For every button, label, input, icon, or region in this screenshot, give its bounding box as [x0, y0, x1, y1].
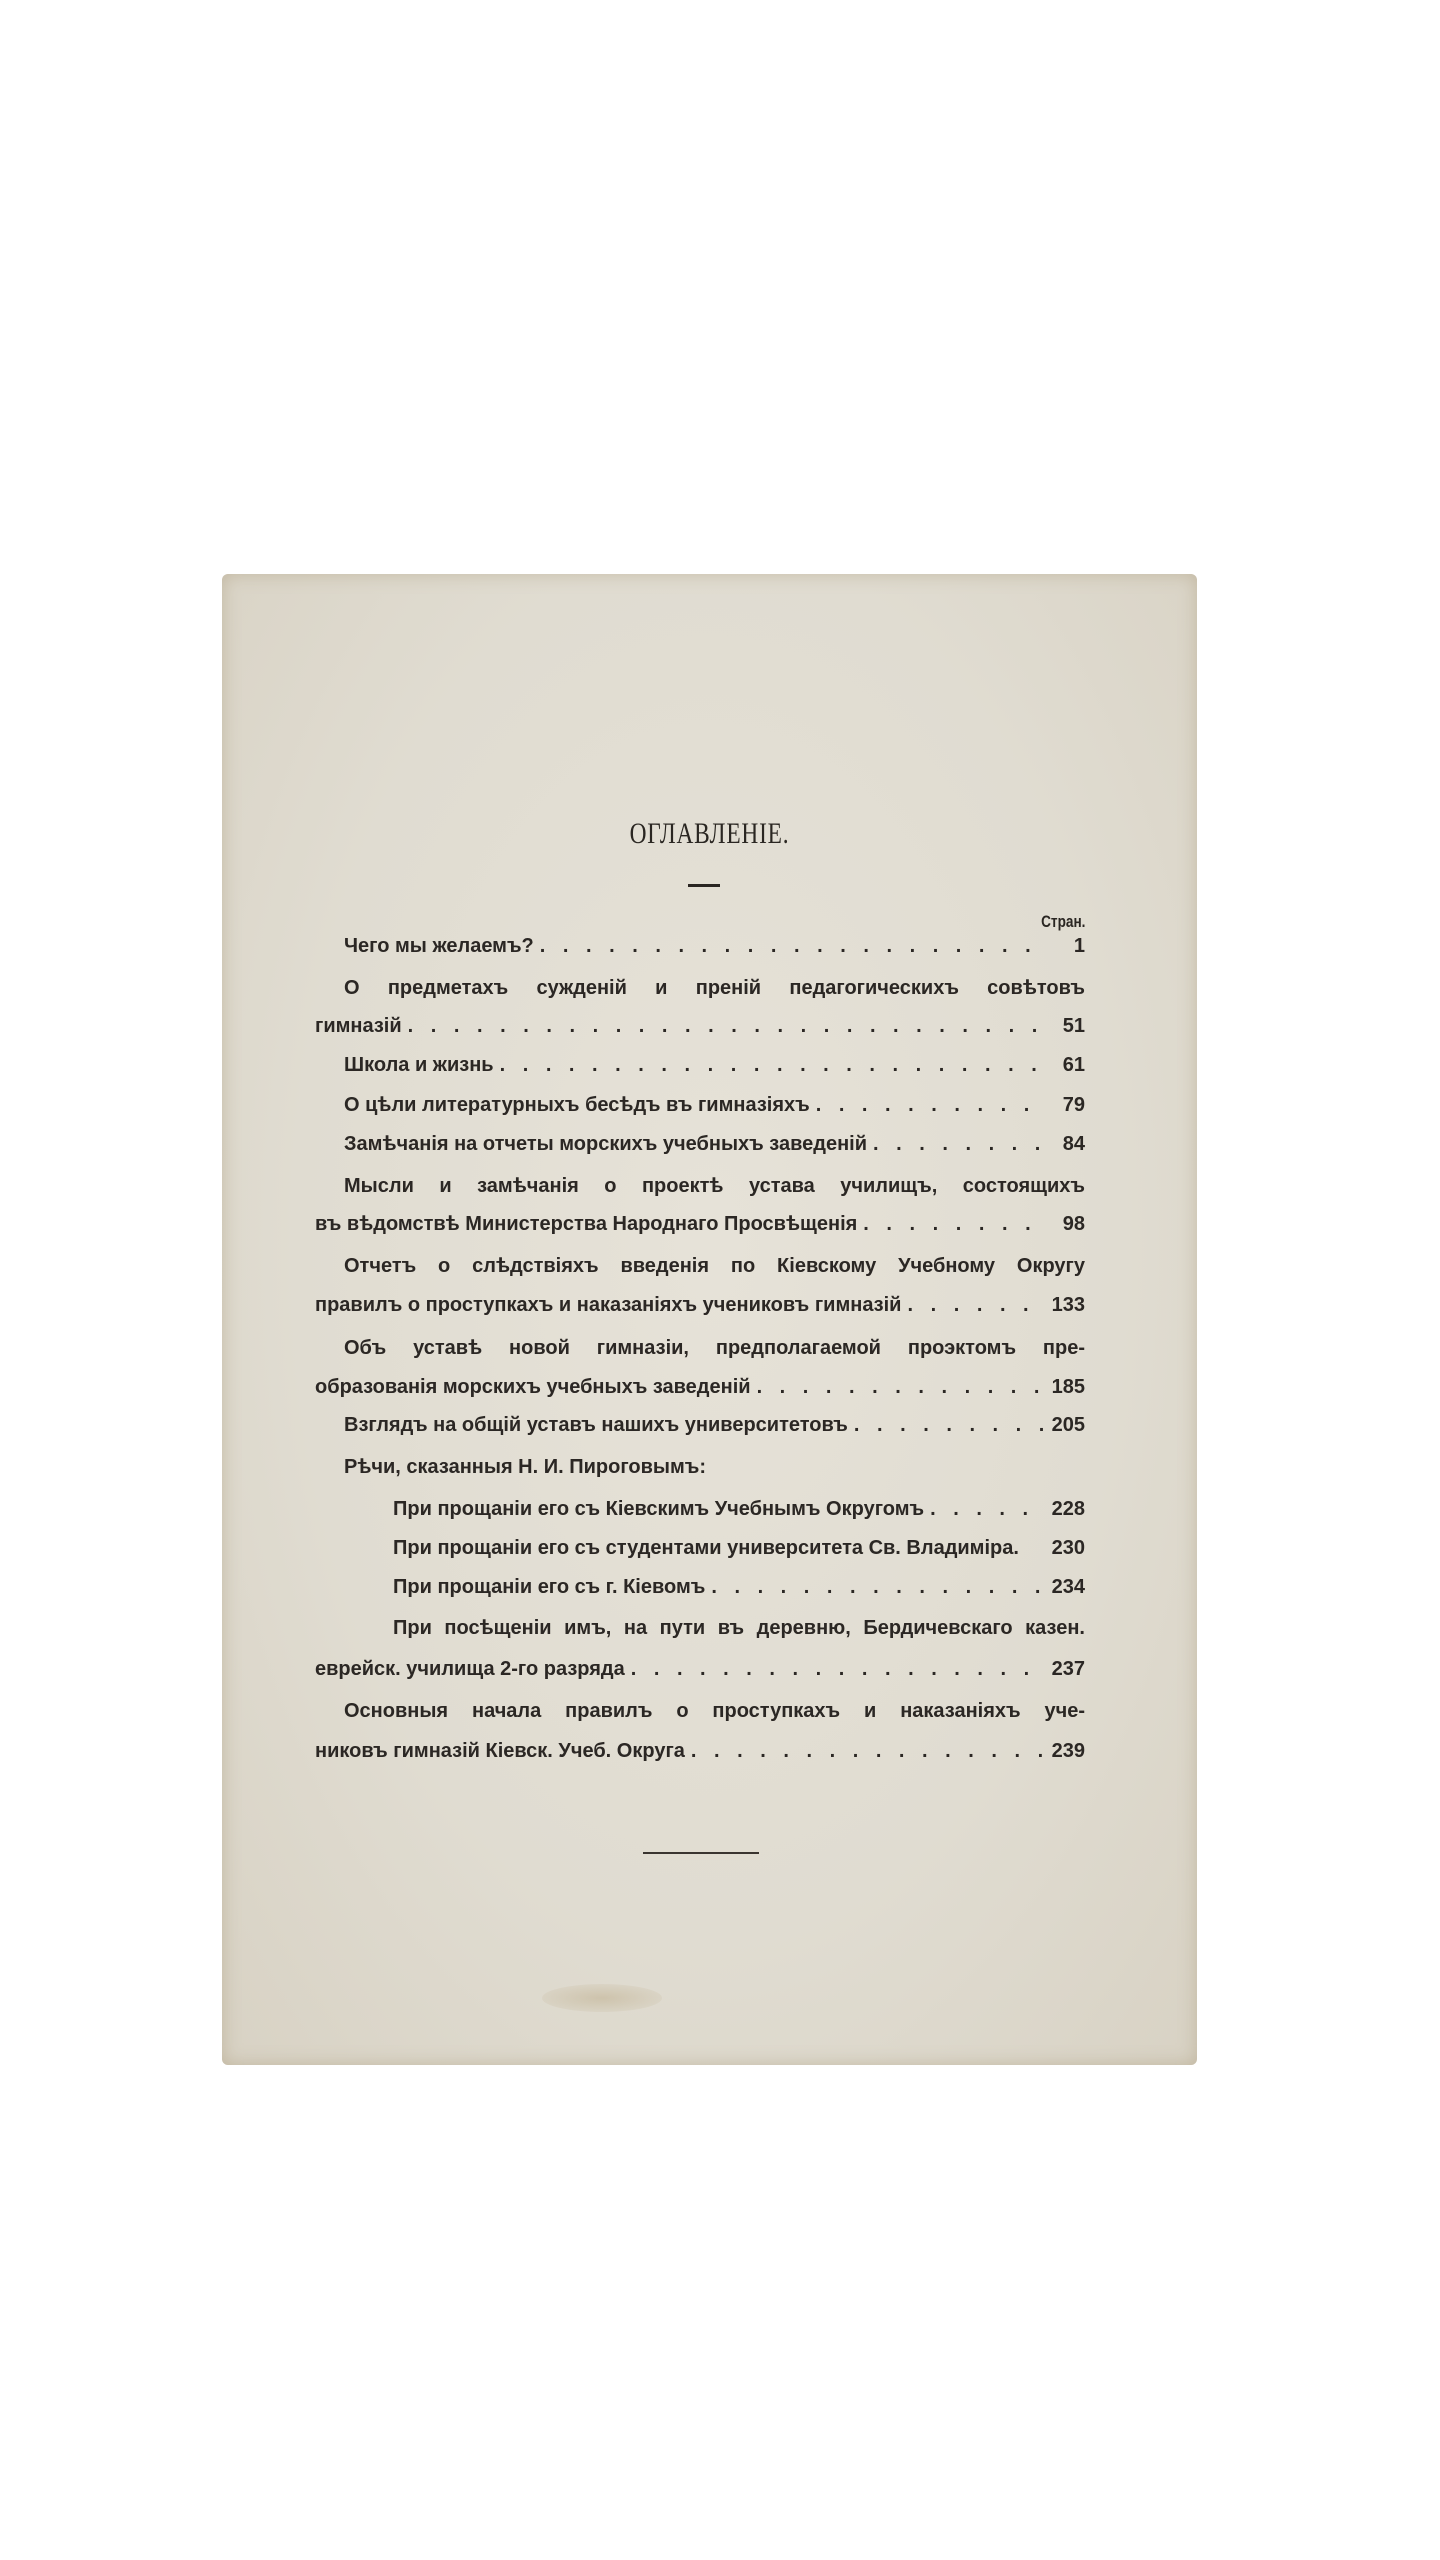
dot-leader: [631, 1658, 1043, 1681]
toc-section-heading: [344, 1456, 1085, 1486]
toc-page-number: 237: [1051, 1658, 1085, 1680]
toc-entry: [344, 1255, 1085, 1285]
toc-entry-continuation: [315, 1658, 1085, 1688]
toc-page-number: 239: [1051, 1740, 1085, 1762]
dot-leader: [907, 1294, 1043, 1317]
toc-page-number: 1: [1073, 935, 1085, 957]
toc-entry: [344, 935, 1085, 965]
dot-leader: [873, 1133, 1043, 1156]
toc-page-number: 98: [1062, 1213, 1085, 1235]
toc-entry-continuation: [315, 1376, 1085, 1406]
dot-leader: [816, 1094, 1043, 1117]
toc-entry-text: правилъ о проступкахъ и наказаніяхъ учениковъ гимназій: [315, 1294, 902, 1316]
page-title: ОГЛАВЛЕНІЕ.: [629, 817, 790, 850]
toc-entry: [344, 977, 1085, 1007]
toc-entry-text: Мысли и замѣчанія о проектѣ устава училищъ, состоящихъ: [344, 1175, 1085, 1197]
dot-leader: [540, 935, 1043, 958]
title-dash-divider: [688, 884, 720, 887]
dot-leader: [711, 1576, 1043, 1599]
paper-stain: [542, 1984, 662, 2012]
toc-page-number: 185: [1051, 1376, 1085, 1398]
toc-page-number: 228: [1051, 1498, 1085, 1520]
toc-entry: [344, 1175, 1085, 1205]
toc-entry: [344, 1414, 1085, 1444]
dot-leader: [863, 1213, 1043, 1236]
toc-entry-continuation: [315, 1015, 1085, 1045]
toc-entry-text: еврейск. училища 2-го разряда: [315, 1658, 625, 1680]
toc-entry-text: О цѣли литературныхъ бесѣдъ въ гимназіяхъ: [344, 1094, 810, 1116]
dot-leader: [930, 1498, 1043, 1521]
toc-entry-text: При прощаніи его съ студентами университета Св. Владиміра.: [393, 1537, 1019, 1559]
toc-entry: [344, 1054, 1085, 1084]
toc-page-number: 205: [1051, 1414, 1085, 1436]
toc-page-number: 84: [1062, 1133, 1085, 1155]
toc-entry: [344, 1700, 1085, 1730]
dot-leader: [757, 1376, 1043, 1399]
toc-entry: [393, 1576, 1085, 1606]
toc-entry-text: Основныя начала правилъ о проступкахъ и наказаніяхъ уче-: [344, 1700, 1085, 1722]
dot-leader: [408, 1015, 1043, 1038]
toc-entry-continuation: [315, 1740, 1085, 1770]
dot-leader: [691, 1740, 1043, 1763]
toc-page-number: 230: [1051, 1537, 1085, 1559]
dot-leader: [500, 1054, 1043, 1077]
toc-entry-text: образованія морскихъ учебныхъ заведеній: [315, 1376, 751, 1398]
toc-entry: [344, 1337, 1085, 1367]
toc-entry-text: Рѣчи, сказанныя Н. И. Пироговымъ:: [344, 1456, 707, 1478]
page-column-header: Стран.: [1040, 912, 1085, 931]
toc-entry-continuation: [315, 1213, 1085, 1243]
book-page: [222, 574, 1197, 2065]
toc-entry-text: Замѣчанія на отчеты морскихъ учебныхъ заведеній: [344, 1133, 867, 1155]
toc-entry-text: Школа и жизнь: [344, 1054, 494, 1076]
toc-page-number: 234: [1051, 1576, 1085, 1598]
toc-entry-continuation: [315, 1294, 1085, 1324]
closing-rule-divider: [643, 1852, 759, 1854]
toc-entry-text: О предметахъ сужденій и преній педагогическихъ совѣтовъ: [344, 977, 1085, 999]
dot-leader: [854, 1414, 1043, 1437]
toc-entry-text: Отчетъ о слѣдствіяхъ введенія по Кіевскому Учебному Округу: [344, 1255, 1085, 1277]
toc-page-number: 61: [1062, 1054, 1085, 1076]
toc-entry-text: При прощаніи его съ Кіевскимъ Учебнымъ Округомъ: [393, 1498, 925, 1520]
toc-entry: [393, 1498, 1085, 1528]
toc-entry: [393, 1537, 1085, 1567]
toc-entry: [344, 1133, 1085, 1163]
toc-entry: [344, 1094, 1085, 1124]
toc-page-number: 51: [1062, 1015, 1085, 1037]
toc-page-number: 133: [1051, 1294, 1085, 1316]
toc-entry-text: никовъ гимназій Кіевск. Учеб. Округа: [315, 1740, 685, 1762]
toc-entry-text: При посѣщеніи имъ, на пути въ деревню, Бердичевскаго казен.: [393, 1617, 1085, 1639]
toc-entry: [393, 1617, 1085, 1647]
toc-entry-text: Взглядъ на общій уставъ нашихъ университетовъ: [344, 1414, 848, 1436]
toc-page-number: 79: [1062, 1094, 1085, 1116]
toc-entry-text: Чего мы желаемъ?: [344, 935, 534, 957]
toc-entry-text: гимназій: [315, 1015, 402, 1037]
toc-entry-text: При прощаніи его съ г. Кіевомъ: [393, 1576, 706, 1598]
toc-entry-text: Объ уставѣ новой гимназіи, предполагаемой проэктомъ пре-: [344, 1337, 1085, 1359]
toc-entry-text: въ вѣдомствѣ Министерства Народнаго Просвѣщенія: [315, 1213, 858, 1235]
